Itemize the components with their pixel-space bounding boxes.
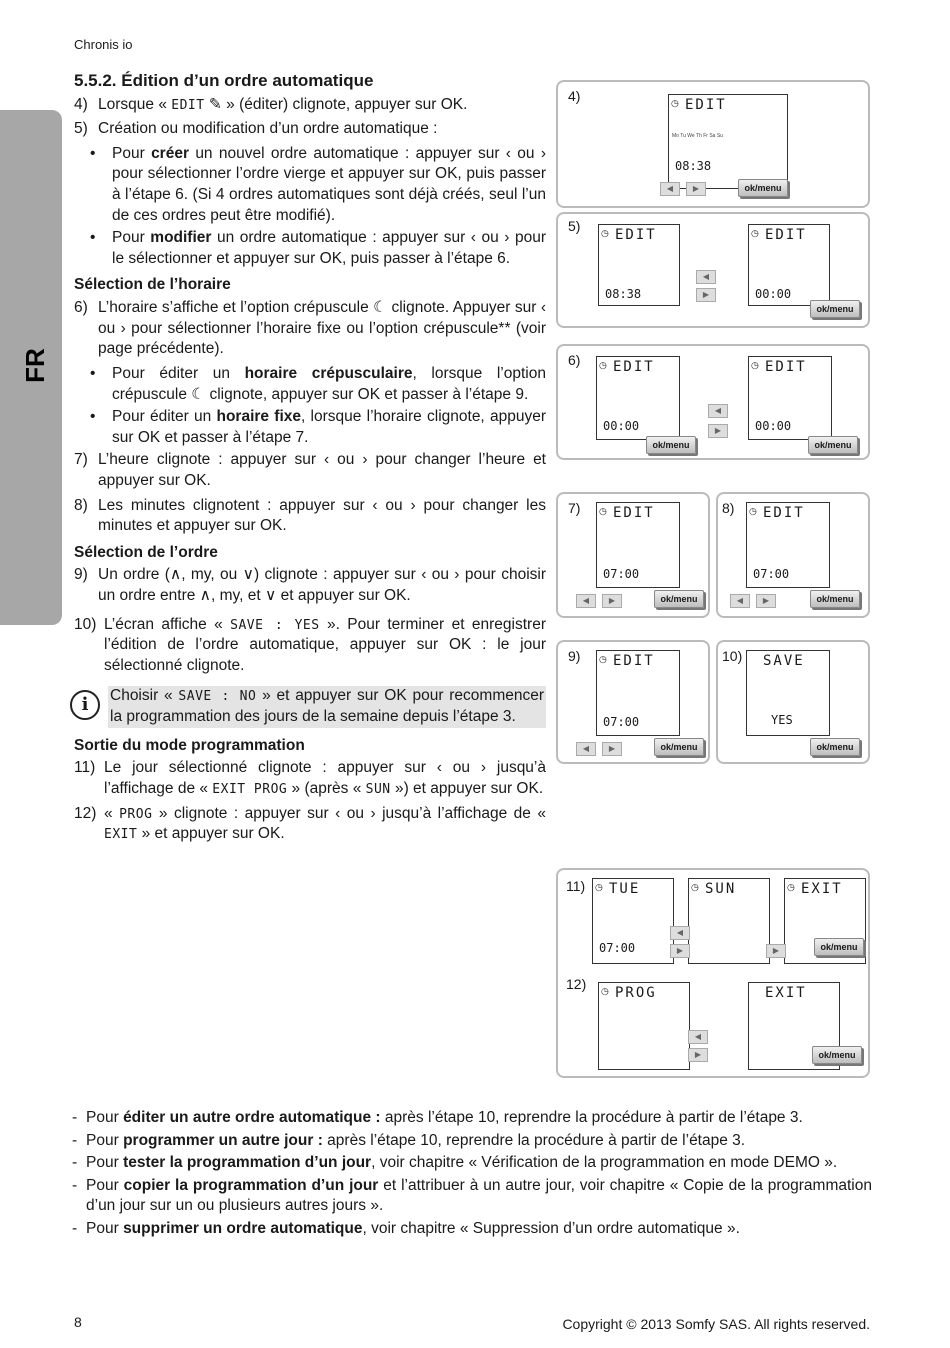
heading-time: Sélection de l’horaire (74, 276, 231, 294)
list-item: - Pour programmer un autre jour : après l’étape 10, reprendre la procédure à partir de l’étape 3. (72, 1131, 746, 1149)
heading-exit: Sortie du mode programmation (74, 736, 305, 754)
bullet-dusk: • Pour éditer un horaire crépusculaire, lorsque l’option crépuscule ☾ clignote, appuyer sur OK et passer à l’étape 9. (90, 364, 546, 403)
left-arrow-icon: ◀ (660, 182, 680, 196)
list-item: - Pour copier la programmation d’un jour et l’attribuer à un autre jour, voir chapitre « Copie de la programmation d’un jour sur un ou plusieurs autres jours ». (72, 1176, 872, 1215)
step-5: 5) Création ou modification d’un ordre automatique : (74, 120, 438, 138)
figure-6: 6) ◷ EDIT 00:00 ok/menu ◀ ▶ ◷ EDIT 00:00 ok/menu (556, 344, 870, 460)
heading-order: Sélection de l’ordre (74, 543, 218, 561)
section-title: 5.5.2. Édition d’un ordre automatique (74, 71, 374, 90)
bullet-fixed: • Pour éditer un horaire fixe, lorsque l’horaire clignote, appuyer sur OK et passer à l’étape 7. (90, 408, 546, 446)
lcd-screen: ◷ EDIT Mo Tu We Th Fr Sa Su 08:38 (668, 94, 788, 189)
language-label: FR (19, 348, 50, 383)
step-6: 6) L’horaire s’affiche et l’option crépuscule ☾ clignote. Appuyer sur ‹ ou › pour sélectionner l’horaire fixe ou l’option crépuscule** (voir page précédente). (74, 299, 546, 358)
step-7: 7) L’heure clignote : appuyer sur ‹ ou › pour changer l’heure et appuyer sur OK. (74, 451, 546, 489)
figure-9: 9) ◷ EDIT 07:00 ◀ ▶ ok/menu (556, 640, 710, 764)
step-9: 9) Un ordre (∧, my, ou ∨) clignote : appuyer sur ‹ ou › pour choisir un ordre entre ∧, my, et ∨ et appuyer sur OK. (74, 566, 546, 605)
ok-menu-button[interactable]: ok/menu (738, 179, 788, 197)
step-10: 10) L’écran affiche « SAVE : YES ». Pour terminer et enregistrer l’édition de l’ordre automatique, appuyer sur OK : le jour sélectionné clignote. (74, 615, 546, 674)
figure-8: 8) ◷ EDIT 07:00 ◀ ▶ ok/menu (716, 492, 870, 618)
step-8: 8) Les minutes clignotent : appuyer sur ‹ ou › pour changer les minutes et appuyer sur OK. (74, 496, 546, 535)
figure-10: 10) SAVE YES ok/menu (716, 640, 870, 764)
copyright: Copyright © 2013 Somfy SAS. All rights reserved. (562, 1316, 870, 1332)
page-number: 8 (74, 1314, 82, 1330)
right-arrow-icon: ▶ (686, 182, 706, 196)
figure-7: 7) ◷ EDIT 07:00 ◀ ▶ ok/menu (556, 492, 710, 618)
figure-5: 5) ◷ EDIT 08:38 ◀ ▶ ◷ EDIT 00:00 ok/menu (556, 212, 870, 328)
bullet-modify: • Pour modifier un ordre automatique : appuyer sur ‹ ou › pour le sélectionner et appuyer sur OK, puis passer à l’étape 6. (90, 229, 546, 267)
bullet-create: • Pour créer un nouvel ordre automatique : appuyer sur ‹ ou › pour sélectionner l’ordre vierge et appuyer sur OK, puis passer à l’étape 6. (Si 4 ordres automatiques sont déjà créés, seul l’un de ces ordres peut être modifié). (90, 144, 546, 224)
pencil-icon: ✎ (208, 95, 222, 113)
language-tab (0, 110, 62, 625)
main-text (74, 70, 546, 849)
header-title: Chronis io (74, 37, 133, 52)
list-item: - Pour tester la programmation d’un jour, voir chapitre « Vérification de la programmation en mode DEMO ». (72, 1154, 838, 1172)
info-note: i Choisir « SAVE : NO » et appuyer sur OK pour recommencer la programmation des jours de la semaine depuis l’étape 3. (70, 686, 546, 727)
info-icon: i (70, 690, 100, 720)
list-item: - Pour supprimer un ordre automatique, voir chapitre « Suppression d’un ordre automatique ». (72, 1220, 740, 1238)
list-item: - Pour éditer un autre ordre automatique : après l’étape 10, reprendre la procédure à partir de l’étape 3. (72, 1109, 803, 1126)
figure-11-12: 11) ◷ TUE 07:00 ◷ SUN ◷ EXIT ◀ ▶ ▶ ok/menu 12) ◷ PROG ◀ ▶ EXIT ok/menu (556, 868, 870, 1078)
step-11: 11) Le jour sélectionné clignote : appuyer sur ‹ ou › jusqu’à l’affichage de « EXIT PROG » (après « SUN ») et appuyer sur OK. (74, 759, 546, 797)
step-12: 12) « PROG » clignote : appuyer sur ‹ ou › jusqu’à l’affichage de « EXIT » et appuyer sur OK. (74, 804, 546, 843)
clock-icon: ◷ (671, 98, 679, 108)
figure-4: 4) ◷ EDIT Mo Tu We Th Fr Sa Su 08:38 ◀ ▶ ok/menu (556, 80, 870, 208)
step-4: 4) Lorsque « EDIT ✎ » (éditer) clignote, appuyer sur OK. (74, 95, 468, 113)
bottom-list (72, 1108, 872, 1242)
